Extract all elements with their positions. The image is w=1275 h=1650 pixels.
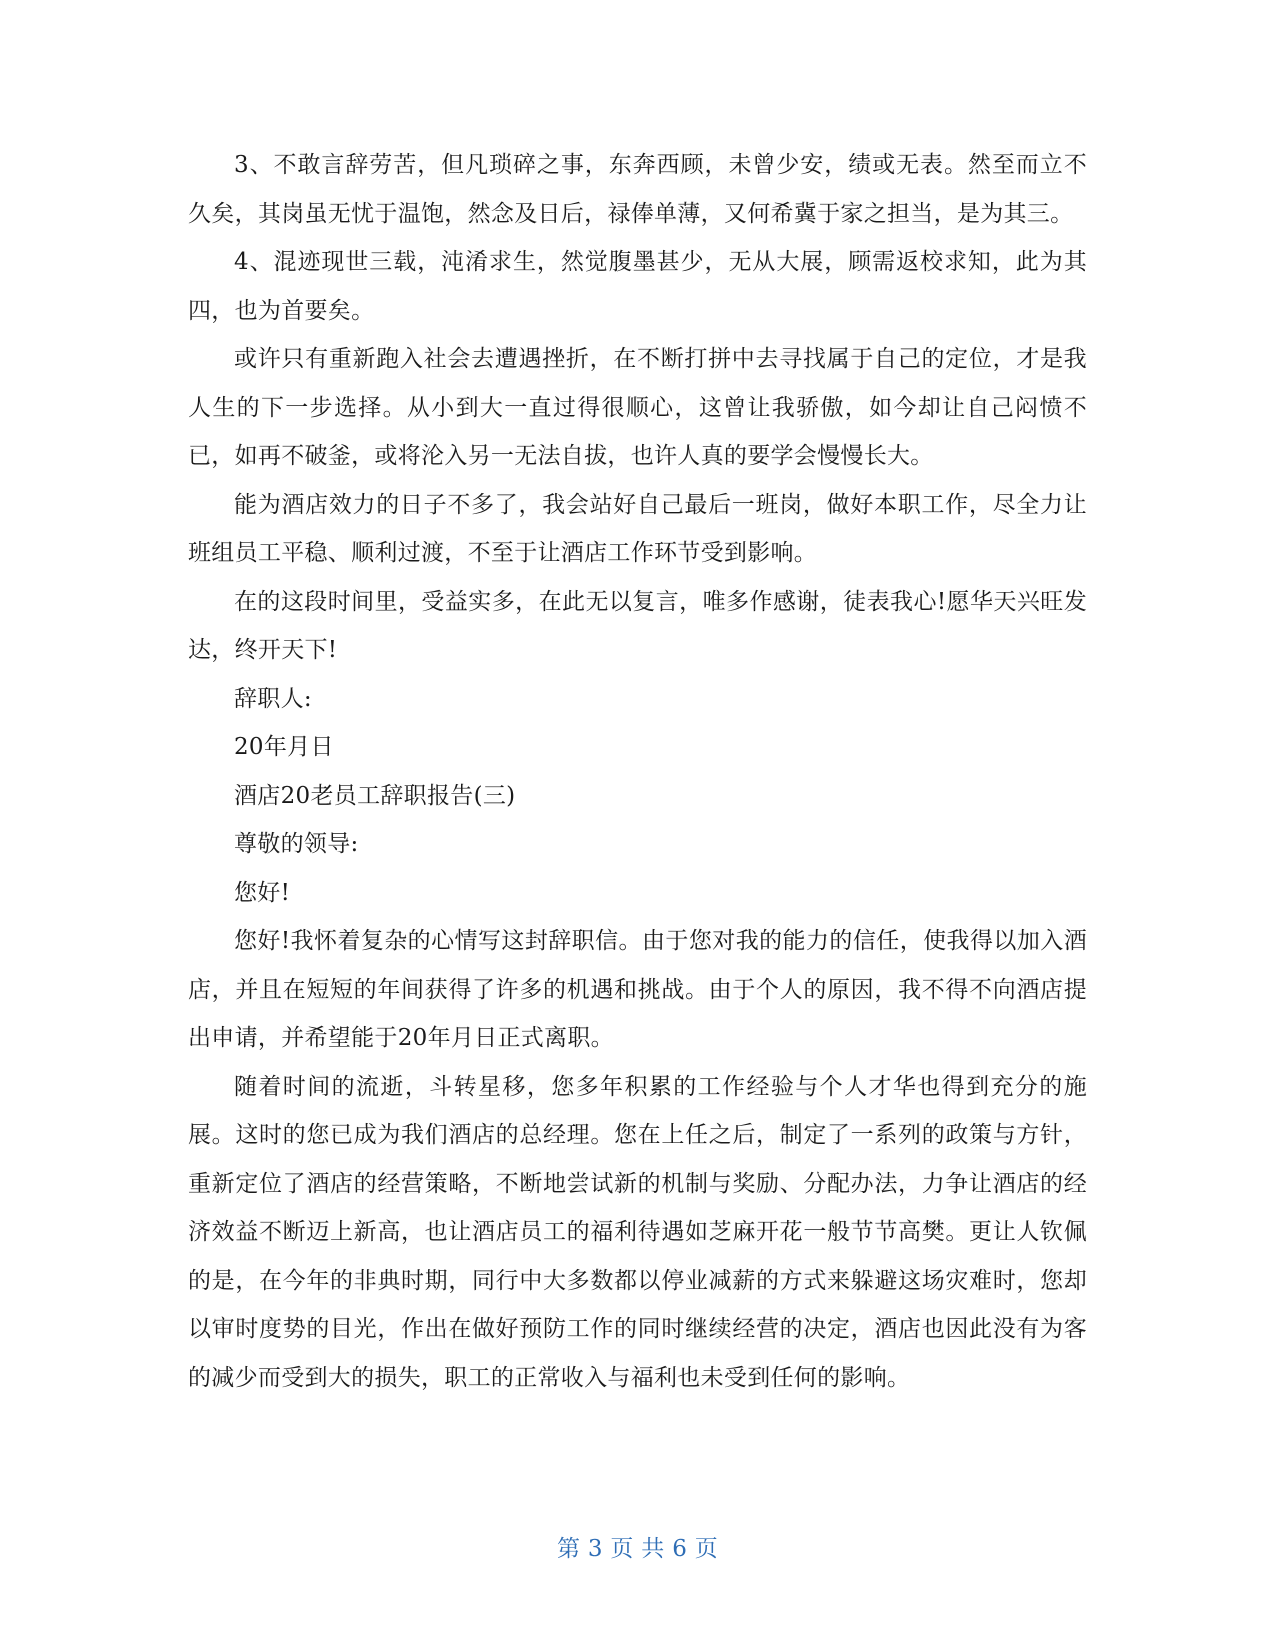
salutation: 尊敬的领导: (234, 831, 359, 857)
paragraph-manager-praise: 随着时间的流逝，斗转星移，您多年积累的工作经验与个人才华也得到充分的施展。这时的您已成为我们酒店的总经理。您在上任之后，制定了一系列的政策与方针，重新定位了酒店的经营策略，不断地尝试新的机制与奖励、分配办法，力争让酒店的经济效益不断迈上新高，也让酒店员工的福利待遇如芝麻开花一般节节高樊。更让人钦佩的是，在今年的非典时期，同行中大多数都以停业减薪的方式来躲避这场灾难时，您却以审时度势的目光，作出在做好预防工作的同时继续经营的决定，酒店也因此没有为客的减少而受到大的损失，职工的正常收入与福利也未受到任何的影响。 (188, 1073, 1087, 1391)
signature-date: 20年月日 (234, 734, 334, 760)
paragraph-thanks: 在的这段时间里，受益实多，在此无以复言，唯多作感谢，徒表我心!愿华天兴旺发达，终开天下! (188, 588, 1087, 663)
paragraph-reason-three: 3、不敢言辞劳苦，但凡琐碎之事，东奔西顾，未曾少安，绩或无表。然至而立不久矣，其岗虽无忧于温饱，然念及日后，禄俸单薄，又何希冀于家之担当，是为其三。 (188, 152, 1087, 227)
paragraph-resignation-intro: 您好!我怀着复杂的心情写这封辞职信。由于您对我的能力的信任，使我得以加入酒店，并且在短短的年间获得了许多的机遇和挑战。由于个人的原因，我不得不向酒店提出申请，并希望能于20年月日正式离职。 (188, 928, 1087, 1051)
signature-label: 辞职人: (234, 685, 312, 712)
page-number-footer: 第 3 页 共 6 页 (556, 1536, 719, 1562)
document-body (188, 141, 1087, 1402)
paragraph-last-duty: 能为酒店效力的日子不多了，我会站好自己最后一班岗，做好本职工作，尽全力让班组员工平稳、顺利过渡，不至于让酒店工作环节受到影响。 (188, 491, 1087, 566)
report-title: 酒店20老员工辞职报告(三) (234, 782, 516, 809)
paragraph-reflection: 或许只有重新跑入社会去遭遇挫折，在不断打拼中去寻找属于自己的定位，才是我人生的下一步选择。从小到大一直过得很顺心，这曾让我骄傲，如今却让自己闷愤不已，如再不破釜，或将沦入另一无法自拔，也许人真的要学会慢慢长大。 (188, 346, 1087, 469)
paragraph-reason-four: 4、混迹现世三载，沌淆求生，然觉腹墨甚少，无从大展，顾需返校求知，此为其四，也为首要矣。 (188, 249, 1087, 324)
greeting: 您好! (234, 879, 291, 906)
